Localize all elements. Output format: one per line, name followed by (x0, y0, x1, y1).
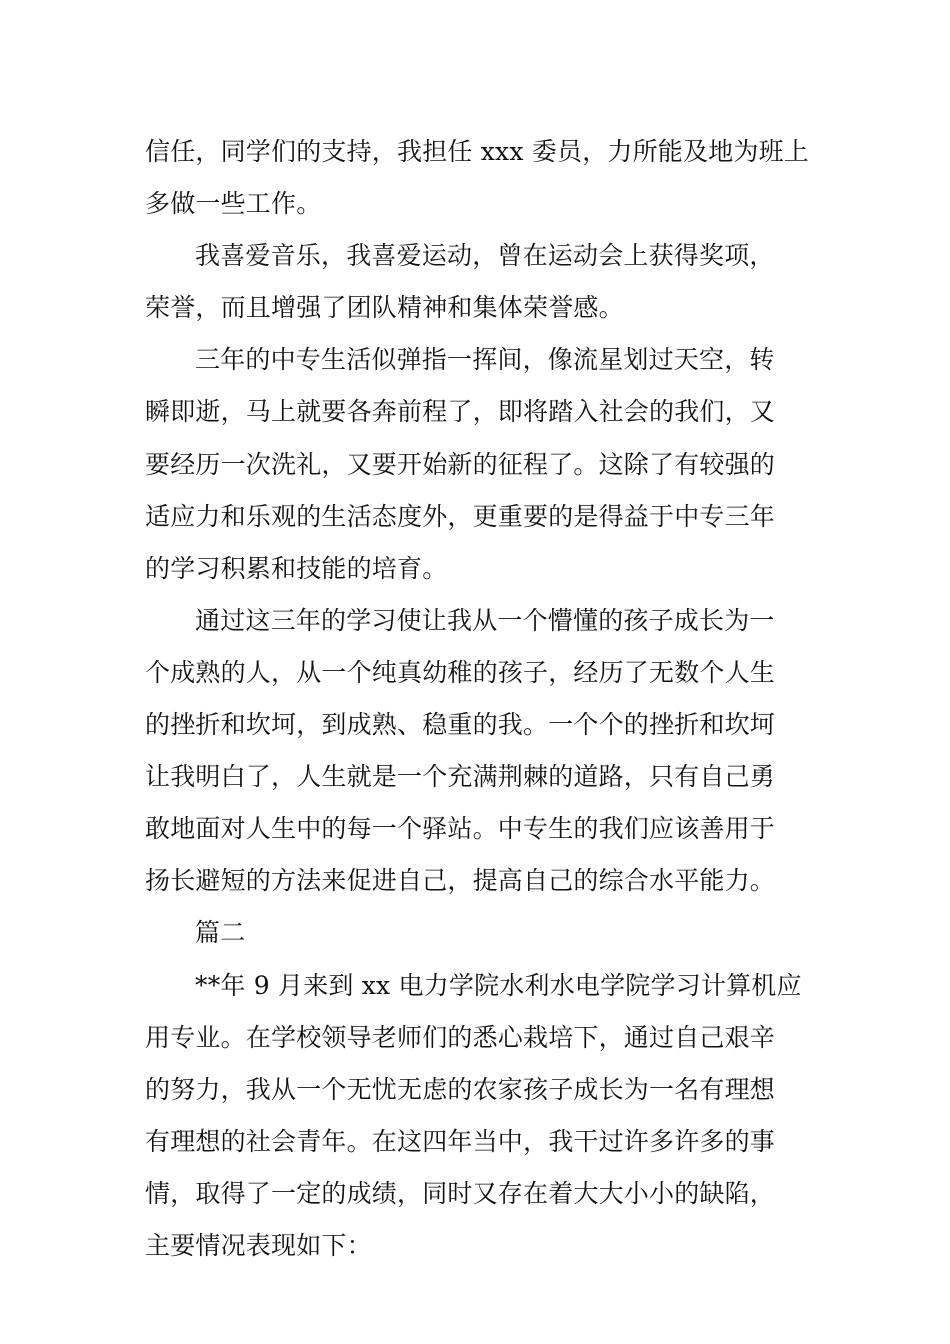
text-line: 让我明白了，人生就是一个充满荆棘的道路，只有自己勇 (145, 762, 776, 792)
text-line: 有理想的社会青年。在这四年当中，我干过许多许多的事 (145, 1126, 776, 1156)
paragraph-start-line: 我喜爱音乐，我喜爱运动，曾在运动会上获得奖项， (195, 241, 775, 271)
paragraph-start-line: 通过这三年的学习使让我从一个懵懂的孩子成长为一 (195, 605, 775, 635)
text-line: 要经历一次洗礼，又要开始新的征程了。这除了有较强的 (145, 449, 776, 479)
paragraph-start-line: **年 9 月来到 xx 电力学院水利水电学院学习计算机应 (195, 970, 802, 1000)
text-line: 情，取得了一定的成绩，同时又存在着大大小小的缺陷， (145, 1178, 776, 1208)
text-line: 扬长避短的方法来促进自己，提高自己的综合水平能力。 (145, 866, 776, 896)
text-line: 适应力和乐观的生活态度外，更重要的是得益于中专三年 (145, 501, 776, 531)
text-line: 荣誉，而且增强了团队精神和集体荣誉感。 (145, 293, 624, 323)
section-heading: 篇二 (195, 918, 246, 948)
text-line: 个成熟的人，从一个纯真幼稚的孩子，经历了无数个人生 (145, 657, 776, 687)
text-line: 信任，同学们的支持，我担任 xxx 委员，力所能及地为班上 (145, 137, 809, 166)
text-line: 用专业。在学校领导老师们的悉心栽培下，通过自己艰辛 (145, 1022, 776, 1052)
text-line: 多做一些工作。 (145, 189, 322, 219)
document-body (145, 126, 809, 1272)
text-line: 的努力，我从一个无忧无虑的农家孩子成长为一名有理想 (145, 1074, 776, 1104)
text-line: 瞬即逝，马上就要各奔前程了，即将踏入社会的我们，又 (145, 397, 776, 427)
text-line: 主要情况表现如下： (145, 1230, 372, 1260)
text-line: 的挫折和坎坷，到成熟、稳重的我。一个个的挫折和坎坷 (145, 710, 776, 740)
text-line: 敢地面对人生中的每一个驿站。中专生的我们应该善用于 (145, 814, 776, 844)
text-line: 的学习积累和技能的培育。 (145, 553, 448, 583)
paragraph-start-line: 三年的中专生活似弹指一挥间，像流星划过天空，转 (195, 345, 775, 375)
